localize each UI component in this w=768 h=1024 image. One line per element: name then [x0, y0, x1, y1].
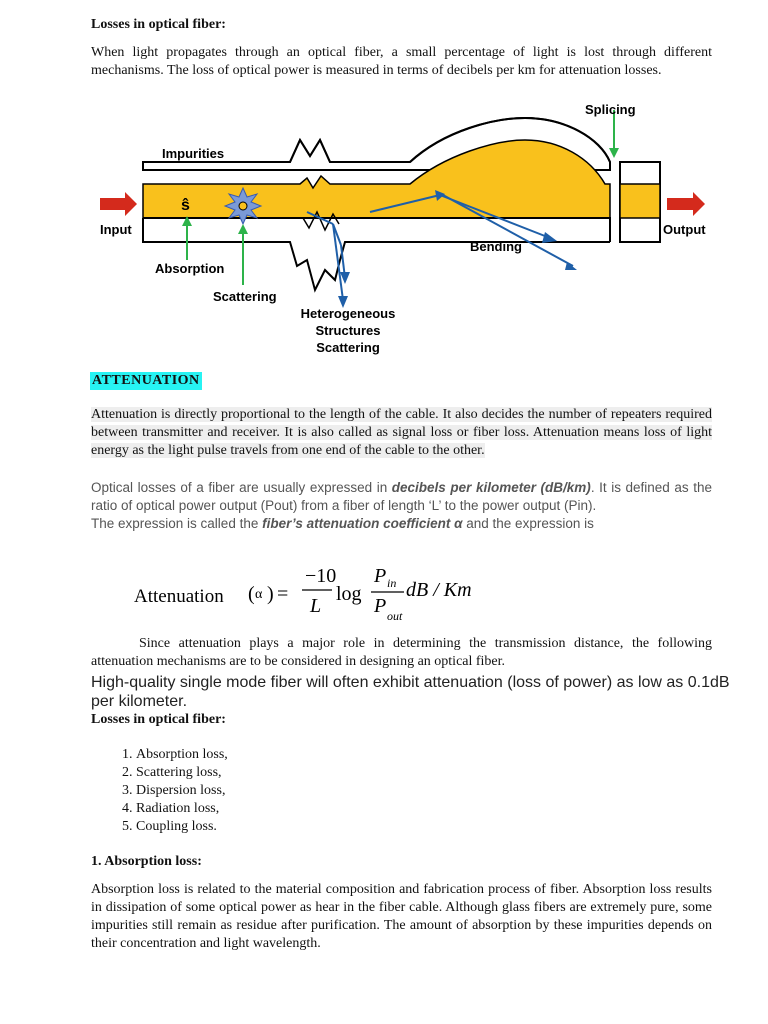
- output-arrow: [667, 192, 705, 216]
- attenuation-formula: [130, 560, 530, 626]
- label-hetero-3: Scattering: [316, 340, 380, 355]
- formula-alpha-glyph: (: [248, 583, 255, 605]
- optical-bold-1: decibels per kilometer (dB/km): [391, 480, 591, 495]
- label-absorption: Absorption: [155, 261, 225, 276]
- label-splicing: Splicing: [585, 102, 636, 117]
- label-output: Output: [663, 222, 706, 237]
- attenuation-label: ATTENUATION: [92, 373, 200, 388]
- hq-paragraph: High-quality single mode fiber will often exhibit attenuation (loss of power) as low as 0.1dB per kilometer.: [91, 674, 730, 710]
- svg-text:α: α: [255, 587, 263, 602]
- cladding-bottom: [143, 218, 610, 290]
- attenuation-paragraph-text: Attenuation is directly proportional to the length of the cable. It also decides the number of repeaters required between transmitter and receiver. It is also called as signal loss or fiber loss. Attenuation means loss of light energy as the light pulse travels from one end of the cable to the other.: [91, 407, 712, 458]
- since-paragraph: Since attenuation plays a major role in determining the transmission distance, the following attenuation mechanisms are to be considered in designing an optical fiber.: [91, 636, 712, 669]
- input-arrow: [100, 192, 137, 216]
- optical-text-2: . It is defined as the ratio of optical power output (Pout) from a fiber of length ‘L’ to the power output (Pin).: [91, 480, 712, 513]
- formula-p-out: P: [374, 595, 387, 617]
- list-item: 5. Coupling loss.: [136, 818, 228, 836]
- formula-lhs: Attenuation: [134, 586, 224, 607]
- optical-losses-paragraph: [91, 479, 712, 533]
- label-hetero-2: Structures: [315, 323, 381, 338]
- label-input: Input: [100, 222, 132, 237]
- label-scattering: Scattering: [213, 289, 277, 304]
- list-item: 2. Scattering loss,: [136, 764, 228, 782]
- heading-losses: Losses in optical fiber:: [91, 17, 226, 32]
- label-impurities: Impurities: [162, 146, 225, 161]
- formula-p-in: P: [374, 565, 387, 587]
- list-item: 1. Absorption loss,: [136, 746, 228, 764]
- optical-bold-2: fiber’s attenuation coefficient α: [262, 516, 463, 531]
- label-bending: Bending: [470, 239, 522, 254]
- formula-unit: dB / Km: [406, 579, 472, 601]
- absorption-particle: ŝ: [181, 197, 190, 214]
- optical-text-4: and the expression is: [462, 516, 594, 531]
- fiber-loss-diagram: [95, 100, 715, 362]
- formula-log: log: [336, 583, 362, 605]
- absorption-paragraph: Absorption loss is related to the material composition and fabrication process of fiber. Absorption loss results in dissipation of some optical power as hear in the fiber cable. Although glass fibers are extremely pure, some impurities still remain as residue after purification. The amount of absorption by these impurities depends on their concentration and light wavelength.: [91, 882, 712, 951]
- formula-p-in-sub: in: [387, 576, 397, 590]
- intro-paragraph: When light propagates through an optical fiber, a small percentage of light is lost through different mechanisms. The loss of optical power is measured in terms of decibels per km for attenuation losses.: [91, 45, 712, 78]
- label-hetero-1: Heterogeneous: [300, 306, 396, 321]
- formula-numerator: −10: [305, 565, 337, 587]
- optical-text-1: Optical losses of a fiber are usually expressed in: [91, 480, 392, 495]
- list-item: 4. Radiation loss,: [136, 800, 228, 818]
- heading-absorption-loss: 1. Absorption loss:: [91, 854, 202, 869]
- losses-list: [91, 746, 228, 836]
- svg-text:=: =: [277, 583, 289, 605]
- attenuation-paragraph: [91, 406, 712, 460]
- formula-denominator: L: [310, 595, 322, 617]
- list-item: 3. Dispersion loss,: [136, 782, 228, 800]
- optical-text-3: The expression is called the: [91, 516, 263, 531]
- heading-losses-2: Losses in optical fiber:: [91, 712, 226, 727]
- svg-text:): ): [267, 583, 274, 605]
- formula-p-out-sub: out: [387, 609, 403, 623]
